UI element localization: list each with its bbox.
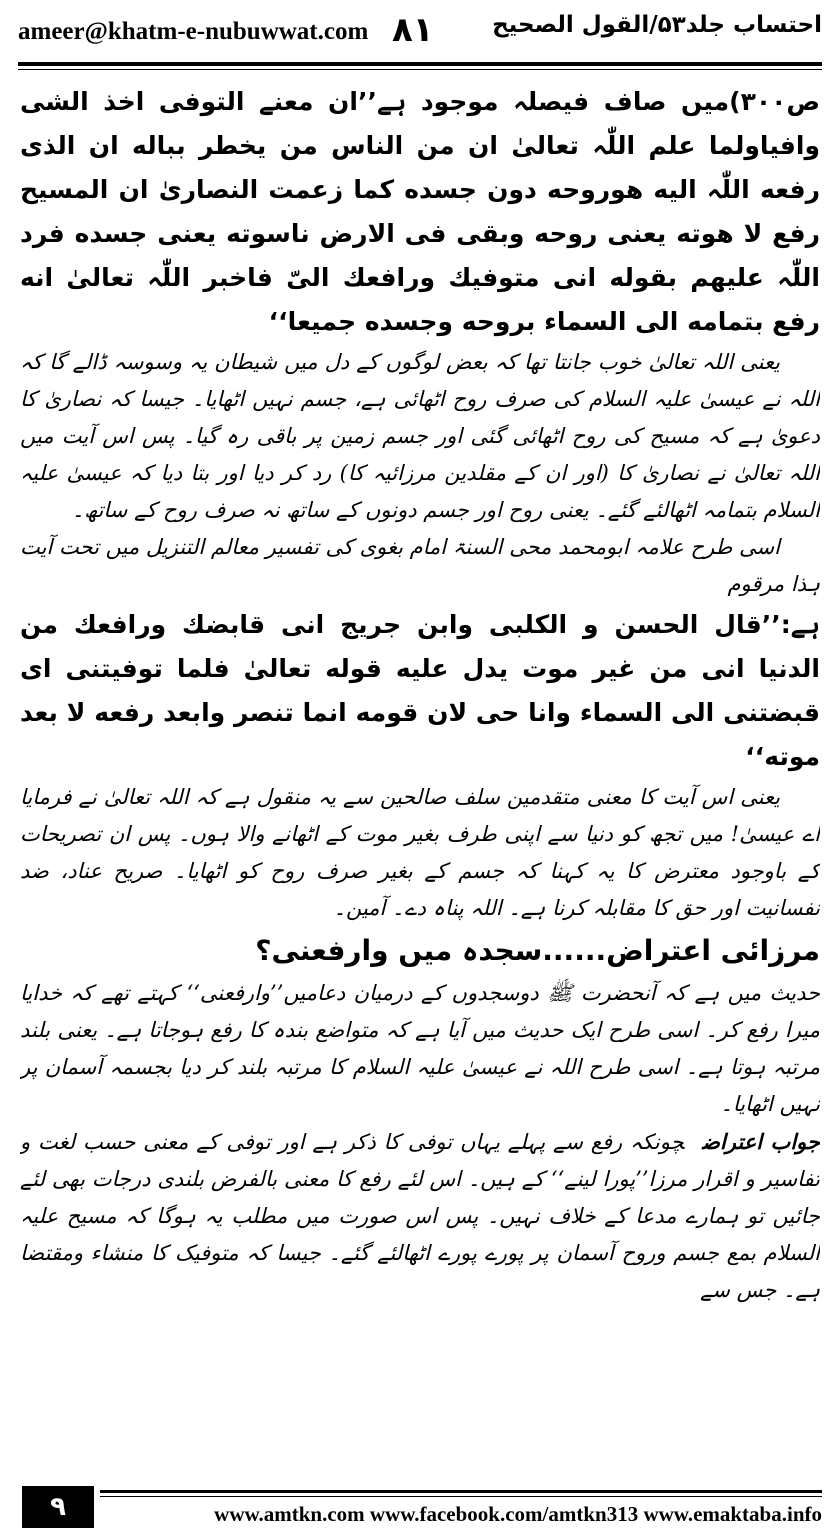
footer-rule-thin [100,1496,822,1497]
answer-text: چونکہ رفع سے پہلے یہاں توفی کا ذکر ہے اور توفی کے معنی حسب لغت و تفاسیر و اقرار مرزا’’پورا لینے‘‘ کے ہیں۔ اس لئے رفع کا معنی بالفرض بلندی درجات بھی لئے جائیں تو ہمارے مدعا کے خلاف نہیں۔ پس اس صورت میں مطلب یہ ہوگا کہ مسیح علیہ السلام بمع جسم وروح آسمان پر پورے پورے اٹھالئے گئے۔ جیسا کہ متوفیک کا منشاء ومقتضا ہے۔ جس سے [20,1130,820,1302]
footer-urls: www.amtkn.com www.facebook.com/amtkn313 www.emaktaba.info [214,1502,822,1526]
footer-rule [100,1490,822,1493]
header-book-title: احتساب جلد۵۳/القول الصحیح [492,12,822,38]
page-footer [0,1486,840,1536]
urdu-paragraph: اسی طرح علامہ ابومحمد محی السنۃ امام بغوی کی تفسیر معالم التنزیل میں تحت آیت ہذا مرقوم [20,535,820,596]
section-heading: مرزائی اعتراض......سجدہ میں وارفعنی؟ [255,934,820,967]
arabic-quote-paragraph: ص۳۰۰)میں صاف فیصلہ موجود ہے’’ان معنے التوفی اخذ الشی وافیاولما علم اللّٰہ تعالیٰ ان من الناس من یخطر بباله ان الذی رفعه اللّٰہ الیه هوروحه دون جسده کما زعمت النصاریٰ ان المسیح رفع لا هوته یعنی روحه وبقی فی الارض ناسوته یعنی جسده فرد اللّٰہ علیهم بقوله انی متوفیك ورافعك الیّ فاخبر اللّٰہ تعالیٰ انه رفع بتمامه الی السماء بروحه وجسده جمیعا‘‘ [20,87,820,336]
page-header [0,0,840,62]
page-body [20,80,820,1458]
urdu-paragraph: یعنی اللہ تعالیٰ خوب جانتا تھا کہ بعض لوگوں کے دل میں شیطان یہ وسوسہ ڈالے گا کہ اللہ نے عیسیٰ علیہ السلام کی صرف روح اٹھائی ہے، جسم نہیں اٹھایا۔ جیسا کہ نصاریٰ کا دعویٰ ہے کہ مسیح کی روح اٹھائی گئی اور جسم زمین پر باقی رہ گیا۔ پس اس آیت میں اللہ تعالیٰ نے نصاریٰ کا (اور ان کے مقلدین مرزائیہ کا) رد کر دیا اور بتا دیا کہ عیسیٰ علیہ السلام بتمامہ اٹھالئے گئے۔ یعنی روح اور جسم دونوں کے ساتھ نہ صرف روح کے ساتھ۔ [20,350,820,522]
answer-label: جواب اعتراض [702,1129,820,1154]
header-email: ameer@khatm-e-nubuwwat.com [18,18,369,45]
urdu-paragraph: حدیث میں ہے کہ آنحضرت ﷺ دوسجدوں کے درمیان دعامیں’’وارفعنی‘‘ کہتے تھے کہ خدایا میرا رفع کر۔ اسی طرح ایک حدیث میں آیا ہے کہ متواضع بندہ کا رفع ہوجاتا ہے۔ یعنی بلند مرتبہ ہوتا ہے۔ اسی طرح اللہ نے عیسیٰ علیہ السلام کا مرتبہ بلند کر دیا بجسمہ آسمان پر نہیں اٹھایا۔ [20,981,820,1116]
arabic-quote-paragraph: ہے:’’قال الحسن و الكلبی وابن جریج انی قابضك ورافعك من الدنیا انی من غیر موت یدل علیه قوله تعالیٰ فلما توفیتنی ای قبضتنی الی السماء وانا حی لان قومه انما تنصر وابعد رفعه لا بعد موته‘‘ [20,610,820,771]
urdu-paragraph: یعنی اس آیت کا معنی متقدمین سلف صالحین سے یہ منقول ہے کہ اللہ تعالیٰ نے فرمایا اے عیسیٰ! میں تجھ کو دنیا سے اپنی طرف بغیر موت کے اٹھانے والا ہوں۔ پس ان تصریحات کے باوجود معترض کا یہ کہنا کہ جسم کے بغیر صرف روح کو اٹھایا۔ صریح عناد، ضد نفسانیت اور حق کا مقابلہ کرنا ہے۔ اللہ پناہ دے۔ آمین۔ [20,785,820,920]
header-page-number: ٨١ [392,10,434,50]
footer-page-box: ۹ [22,1486,94,1528]
answer-paragraph [20,1123,820,1309]
header-rule-thin [18,69,822,70]
header-rule [18,62,822,66]
